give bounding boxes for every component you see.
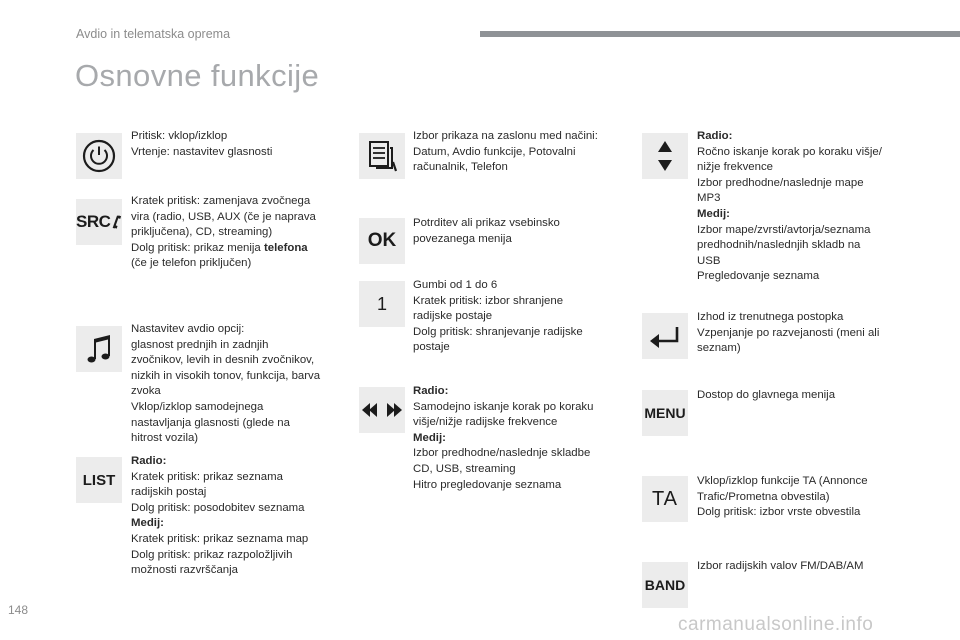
preset-button-icon	[359, 281, 405, 327]
display-mode-icon	[359, 133, 405, 179]
band-description: Izbor radijskih valov FM/DAB/AM	[697, 560, 864, 572]
band-label: BAND	[644, 577, 686, 593]
menu-description: Dostop do glavnega menija	[697, 389, 836, 401]
src-label: SRC	[76, 212, 111, 231]
section-header: Avdio in telematska oprema	[76, 27, 231, 41]
power-button-icon	[76, 133, 122, 179]
ta-description: Vklop/izklop funkcije TA (Annonce Trafic/Prometna obvestila) Dolg pritisk: izbor vrste obvestila	[697, 475, 868, 519]
menu-label: MENU	[644, 405, 686, 421]
list-description: Radio: Kratek pritisk: prikaz seznama radijskih postaj Dolg pritisk: posodobitev seznama Medij: Kratek pritisk: prikaz seznama map Dolg pritisk: prikaz razpoložljivih možnosti razvrščanja	[131, 455, 309, 577]
ok-description: Potrditev ali prikaz vsebinsko povezanega menija	[413, 217, 560, 245]
src-phone-button-icon	[76, 199, 122, 245]
ok-button-icon	[359, 218, 405, 264]
band-button-icon	[642, 562, 688, 608]
ta-label: TA	[651, 487, 679, 510]
src-description: Kratek pritisk: zamenjava zvočnega vira (radio, USB, AUX (če je naprava priključena), CD, streaming) Dolg pritisk: prikaz menija telefona (če je telefon priključen)	[131, 195, 316, 270]
up-down-arrows-icon	[642, 133, 688, 179]
preset-label: 1	[376, 293, 387, 314]
list-button-icon	[76, 457, 122, 503]
seek-arrows-icon	[359, 387, 405, 433]
display-mode-description: Izbor prikaza na zaslonu med načini: Datum, Avdio funkcije, Potovalni računalnik, Telefon	[413, 130, 598, 174]
list-label: LIST	[82, 471, 116, 489]
header-bar	[480, 31, 960, 37]
music-note-icon	[76, 326, 122, 372]
ok-label: OK	[367, 230, 397, 251]
power-description: Pritisk: vklop/izklop Vrtenje: nastavitev glasnosti	[131, 130, 273, 158]
menu-button-icon	[642, 390, 688, 436]
back-description: Izhod iz trenutnega postopka Vzpenjanje po razvejanosti (meni ali seznam)	[697, 311, 880, 355]
page-title: Osnovne funkcije	[75, 58, 320, 93]
audio-description: Nastavitev avdio opcij: glasnost prednjih in zadnjih zvočnikov, levih in desnih zvočnikov, nizkih in visokih tonov, funkcija, barva zvoka Vklop/izklop samodejnega nastavljanja glasnosti (glede na hitrost vozila)	[131, 323, 321, 445]
page-number: 148	[8, 603, 29, 617]
back-arrow-icon	[642, 313, 688, 359]
ta-button-icon	[642, 476, 688, 522]
seek-description: Radio: Samodejno iskanje korak po koraku višje/nižje radijske frekvence Medij: Izbor predhodne/naslednje skladbe CD, USB, streaming Hitro pregledovanje seznama	[413, 385, 594, 491]
watermark: carmanualsonline.info	[678, 614, 874, 635]
preset-description: Gumbi od 1 do 6 Kratek pritisk: izbor shranjene radijske postaje Dolg pritisk: shranjevanje radijske postaje	[413, 279, 583, 354]
up-down-description: Radio: Ročno iskanje korak po koraku višje/ nižje frekvence Izbor predhodne/naslednje mape MP3 Medij: Izbor mape/zvrsti/avtorja/seznama predhodnih/naslednjih skladb na USB Pregledovanje seznama	[697, 130, 882, 283]
